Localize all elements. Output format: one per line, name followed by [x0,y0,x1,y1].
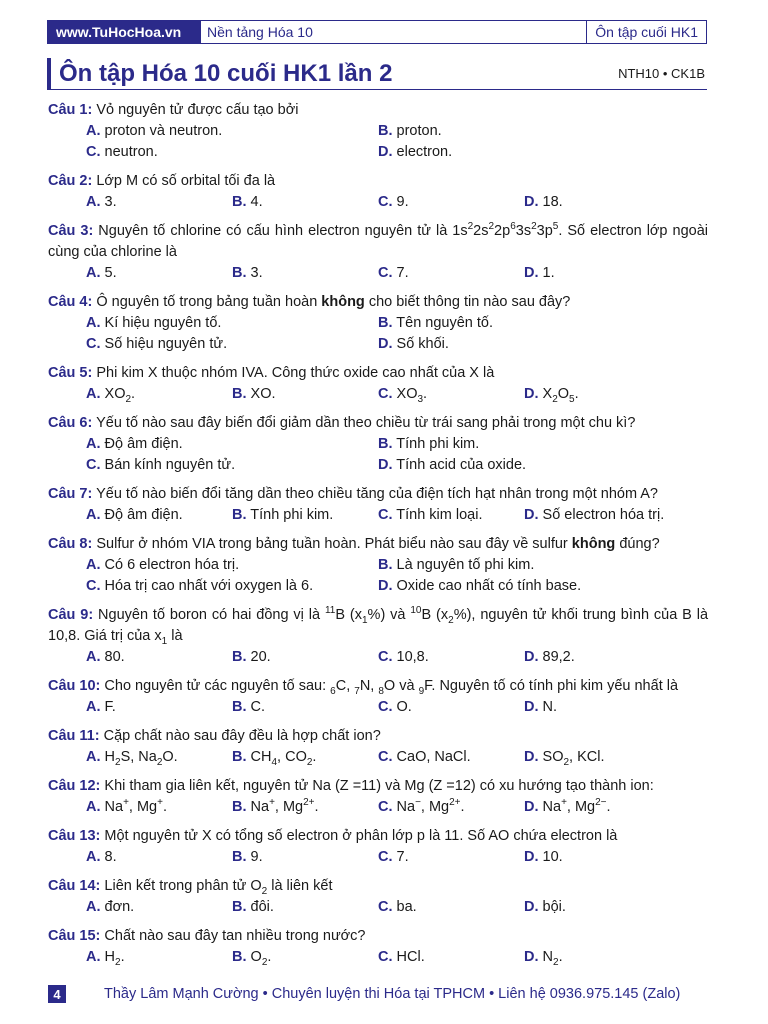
section-label: Nền tảng Hóa 10 [200,21,586,43]
page-number: 4 [48,985,66,1003]
option-text: đôi. [246,899,274,915]
header-bar [47,20,707,44]
answer-option [232,747,378,768]
option-text: 4. [246,194,263,210]
question-number: Câu 4: [48,294,93,310]
answer-option [378,847,524,868]
option-letter: A. [86,123,101,139]
option-text: Na−, $Mg^{2+}$. [392,797,465,815]
answer-option [232,192,378,213]
question-number: Câu 6: [48,415,93,431]
question-text: Liên kết trong phân tử $O_2$ là liên kết [100,878,333,897]
answer-option [524,797,670,818]
option-text: bội. [538,899,566,915]
option-text: Tính phi kim. [246,507,334,523]
option-text: HCl. [392,949,425,965]
option-text: Tính phi kim. [392,436,480,452]
option-letter: A. [86,949,101,965]
answer-option [86,334,378,355]
option-letter: A. [86,649,101,665]
answer-option [378,313,670,334]
question-item [48,171,708,213]
option-text: Số khối. [392,336,449,352]
option-text: Số electron hóa trị. [538,507,665,523]
option-letter: D. [524,749,539,765]
option-text: $N_2$. [538,949,563,968]
answer-option [232,947,378,968]
question-text: Vỏ nguyên tử được cấu tạo bởi [92,102,299,118]
question-list [48,100,708,976]
option-text: Na+, $Mg^{2-}$. [538,797,611,815]
footer-text: Thầy Lâm Mạnh Cường • Chuyên luyện thi Hóa tại TPHCM • Liên hệ 0936.975.145 (Zalo) [104,986,681,1002]
question-item [48,484,708,526]
option-text: N. [538,699,558,715]
option-letter: C. [378,386,393,402]
option-text: Độ âm điện. [100,436,183,452]
question-stem [48,876,708,897]
answer-options [48,897,708,918]
option-text: 5. [100,265,117,281]
option-text: đơn. [100,899,135,915]
doc-code: NTH10 • CK1B [618,66,705,81]
answer-option [232,797,378,818]
answer-option [232,647,378,668]
option-letter: A. [86,194,101,210]
option-text: Hóa trị cao nhất với oxygen là 6. [100,578,314,594]
answer-option [524,505,670,526]
option-text: Độ âm điện. [100,507,183,523]
question-item [48,826,708,868]
option-text: Là nguyên tố phi kim. [392,557,535,573]
answer-options [48,647,708,668]
answer-options [48,384,708,405]
option-letter: B. [232,949,247,965]
answer-option [378,142,670,163]
option-text: F. [100,699,116,715]
option-text: $O_2$. [246,949,272,968]
option-text: XO. [246,386,276,402]
option-letter: A. [86,436,101,452]
question-text: Ô nguyên tố trong bảng tuần hoàn không cho biết thông tin nào sau đây? [92,294,571,310]
question-number: Câu 15: [48,928,101,944]
answer-option [524,384,670,405]
option-text: CaO, NaCl. [392,749,471,765]
question-item [48,292,708,355]
answer-option [86,555,378,576]
site-brand-link[interactable]: www.TuHocHoa.vn [48,21,200,43]
answer-option [232,505,378,526]
answer-options [48,121,708,163]
option-text: ba. [392,899,417,915]
answer-option [86,263,232,284]
question-number: Câu 2: [48,173,93,189]
option-letter: A. [86,557,101,573]
answer-options [48,313,708,355]
title-row [47,58,707,90]
option-letter: B. [378,315,393,331]
option-text: 8. [100,849,117,865]
option-text: neutron. [100,144,158,160]
option-letter: B. [378,436,393,452]
answer-option [86,192,232,213]
option-letter: A. [86,315,101,331]
question-stem [48,171,708,192]
answer-option [524,263,670,284]
option-letter: C. [86,144,101,160]
question-stem [48,484,708,505]
option-text: electron. [392,144,453,160]
question-item [48,221,708,284]
option-letter: B. [232,799,247,815]
option-letter: D. [378,578,393,594]
question-stem [48,605,708,647]
option-letter: B. [232,649,247,665]
option-letter: A. [86,799,101,815]
option-letter: C. [378,649,393,665]
question-item [48,776,708,818]
answer-option [86,384,232,405]
option-letter: C. [378,699,393,715]
option-text: Tính acid của oxide. [392,457,527,473]
answer-option [378,434,670,455]
answer-option [524,847,670,868]
answer-option [378,505,524,526]
question-stem [48,676,708,697]
option-letter: B. [232,265,247,281]
answer-options [48,434,708,476]
option-letter: D. [524,799,539,815]
option-text: 9. [246,849,263,865]
question-item [48,926,708,968]
option-text: 20. [246,649,271,665]
answer-option [232,847,378,868]
option-text: 89,2. [538,649,575,665]
answer-options [48,847,708,868]
option-letter: D. [524,194,539,210]
question-text: Khi tham gia liên kết, nguyên tử Na (Z =11) và Mg (Z =12) có xu hướng tạo thành ion: [100,778,654,794]
option-text: $H_2S$, $Na_2O$. [100,749,178,768]
option-letter: C. [378,799,393,815]
option-letter: B. [378,123,393,139]
option-text: 10,8. [392,649,429,665]
question-item [48,534,708,597]
option-letter: A. [86,386,101,402]
answer-option [232,697,378,718]
question-text: Sulfur ở nhóm VIA trong bảng tuần hoàn. Phát biểu nào sau đây về sulfur không đúng? [92,536,660,552]
question-stem [48,926,708,947]
question-text: Cho nguyên tử các nguyên tố sau: $_6$C, $_7$N, $_8$O và $_9$F. Nguyên tố có tính phi kim yếu nhất là [100,678,679,697]
option-letter: D. [524,949,539,965]
question-stem [48,776,708,797]
option-letter: C. [86,578,101,594]
question-number: Câu 3: [48,223,94,239]
question-number: Câu 11: [48,728,100,744]
question-text: Yếu tố nào sau đây biến đổi giảm dần theo chiều từ trái sang phải trong một chu kì? [92,415,636,431]
answer-option [86,847,232,868]
answer-option [378,121,670,142]
option-text: $XO_3$. [392,386,428,405]
option-letter: C. [378,507,393,523]
answer-option [378,797,524,818]
answer-option [524,947,670,968]
question-text: Nguyên tố chlorine có cấu hình electron nguyên tử là $1s^22s^22p^63s^23p^5$. Số electron lớp ngoài cùng của chlorine là [48,221,708,260]
option-text: Có 6 electron hóa trị. [100,557,240,573]
option-text: Na+, $Mg^{2+}$. [246,797,319,815]
question-stem [48,534,708,555]
question-text: Nguyên tố boron có hai đồng vị là $^{11}$B $(x_1\%)$ và $^{10}$B $(x_2\%)$, nguyên tử khối trung bình của B là 10,8. Giá trị của $x_1$ là [48,605,709,647]
option-letter: D. [524,386,539,402]
answer-option [232,897,378,918]
footer [48,984,708,1004]
option-text: 1. [538,265,555,281]
option-text: proton. [392,123,442,139]
option-letter: A. [86,749,101,765]
question-stem [48,826,708,847]
answer-option [86,647,232,668]
question-text: Cặp chất nào sau đây đều là hợp chất ion? [99,728,381,744]
question-stem [48,413,708,434]
question-number: Câu 9: [48,607,94,623]
answer-option [86,576,378,597]
answer-option [378,747,524,768]
option-text: 3. [100,194,117,210]
option-letter: C. [378,949,393,965]
option-letter: A. [86,265,101,281]
answer-option [524,897,670,918]
option-letter: C. [86,457,101,473]
option-letter: C. [378,849,393,865]
option-text: 9. [392,194,409,210]
option-letter: B. [378,557,393,573]
option-letter: B. [232,699,247,715]
page-title: Ôn tập Hóa 10 cuối HK1 lần 2 [59,59,393,87]
answer-options [48,555,708,597]
answer-option [378,647,524,668]
answer-option [378,192,524,213]
option-text: Kí hiệu nguyên tố. [100,315,222,331]
breadcrumb: Ôn tập cuối HK1 [586,21,706,43]
question-number: Câu 8: [48,536,93,552]
question-item [48,676,708,718]
option-letter: D. [524,899,539,915]
option-text: Số hiệu nguyên tử. [100,336,228,352]
answer-option [86,797,232,818]
option-letter: D. [524,507,539,523]
option-letter: C. [86,336,101,352]
question-stem [48,726,708,747]
option-letter: D. [378,457,393,473]
question-text: Chất nào sau đây tan nhiều trong nước? [100,928,366,944]
answer-option [378,263,524,284]
question-stem [48,100,708,121]
answer-option [524,192,670,213]
option-text: $SO_2$, KCl. [538,749,605,768]
option-letter: D. [524,649,539,665]
question-number: Câu 14: [48,878,101,894]
answer-option [86,947,232,968]
option-letter: A. [86,699,101,715]
question-number: Câu 1: [48,102,93,118]
option-text: Tên nguyên tố. [392,315,494,331]
question-item [48,363,708,405]
option-text: Na+, Mg+. [100,797,167,815]
answer-options [48,263,708,284]
answer-option [86,434,378,455]
answer-option [378,334,670,355]
answer-options [48,697,708,718]
answer-option [378,697,524,718]
option-text: O. [392,699,412,715]
question-text: Phi kim X thuộc nhóm IVA. Công thức oxide cao nhất của X là [92,365,495,381]
question-text: Một nguyên tử X có tổng số electron ở phân lớp p là 11. Số AO chứa electron là [100,828,618,844]
answer-option [378,555,670,576]
question-item [48,100,708,163]
option-text: 7. [392,849,409,865]
option-text: $CH_4$, $CO_2$. [246,749,317,768]
question-item [48,876,708,918]
question-number: Câu 5: [48,365,93,381]
option-letter: A. [86,507,101,523]
option-text: C. [246,699,266,715]
question-stem [48,221,708,263]
option-letter: C. [378,899,393,915]
option-letter: C. [378,194,393,210]
question-stem [48,292,708,313]
option-letter: D. [378,144,393,160]
answer-option [86,697,232,718]
option-text: 18. [538,194,563,210]
question-stem [48,363,708,384]
answer-option [232,384,378,405]
option-text: proton và neutron. [100,123,223,139]
option-text: Tính kim loại. [392,507,483,523]
question-item [48,726,708,768]
option-text: 10. [538,849,563,865]
answer-options [48,797,708,818]
option-letter: B. [232,899,247,915]
question-number: Câu 7: [48,486,93,502]
option-letter: A. [86,899,101,915]
option-letter: A. [86,849,101,865]
option-text: 80. [100,649,125,665]
question-text: Lớp M có số orbital tối đa là [92,173,276,189]
answer-option [524,647,670,668]
answer-option [86,142,378,163]
option-text: Oxide cao nhất có tính base. [392,578,582,594]
answer-options [48,505,708,526]
option-letter: B. [232,386,247,402]
answer-option [378,897,524,918]
answer-option [86,505,232,526]
option-letter: D. [524,265,539,281]
question-item [48,413,708,476]
answer-option [524,747,670,768]
answer-option [524,697,670,718]
answer-option [86,897,232,918]
question-number: Câu 10: [48,678,101,694]
answer-options [48,192,708,213]
answer-option [232,263,378,284]
option-letter: B. [232,749,247,765]
question-number: Câu 12: [48,778,101,794]
answer-option [86,313,378,334]
answer-options [48,947,708,968]
answer-option [378,455,670,476]
option-text: $XO_2$. [100,386,136,405]
answer-options [48,747,708,768]
option-text: $X_2O_5$. [538,386,579,405]
question-number: Câu 13: [48,828,101,844]
option-letter: D. [524,699,539,715]
answer-option [378,576,670,597]
option-text: 7. [392,265,409,281]
answer-option [86,121,378,142]
answer-option [378,947,524,968]
option-letter: D. [524,849,539,865]
option-letter: B. [232,849,247,865]
answer-option [86,747,232,768]
question-item [48,605,708,668]
option-text: 3. [246,265,263,281]
option-text: $H_2$. [100,949,125,968]
option-letter: C. [378,265,393,281]
option-text: Bán kính nguyên tử. [100,457,236,473]
option-letter: B. [232,507,247,523]
answer-option [378,384,524,405]
option-letter: D. [378,336,393,352]
option-letter: C. [378,749,393,765]
option-letter: B. [232,194,247,210]
answer-option [86,455,378,476]
question-text: Yếu tố nào biến đổi tăng dần theo chiều tăng của điện tích hạt nhân trong một nhóm A? [92,486,658,502]
